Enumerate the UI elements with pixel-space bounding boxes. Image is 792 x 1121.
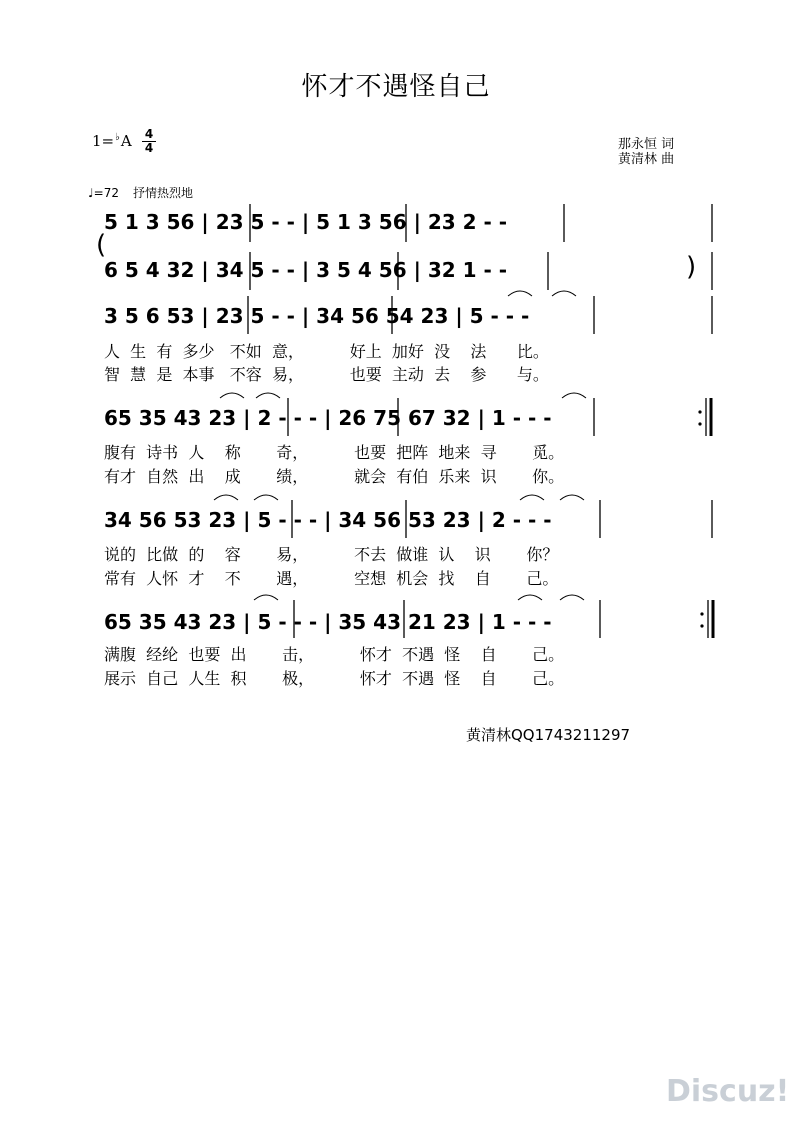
open-paren: (: [95, 230, 107, 260]
slur: [254, 495, 278, 500]
slur: [518, 595, 542, 600]
system-3-lyric-1: 人 生 有 多少 不如 意， 好上 加好 没 法 比。: [104, 342, 549, 361]
system-3-notes: 3 5 6 53 | 23 5 - - | 34 56 54 23 | 5 - - -: [104, 304, 530, 328]
slur: [256, 393, 280, 398]
slur: [220, 393, 244, 398]
key-prefix: 1=: [92, 132, 115, 150]
system-6-lyric-1: 满腹 经纶 也要 出 击， 怀才 不遇 怪 自 己。: [104, 645, 565, 664]
slur: [560, 495, 584, 500]
song-title: 怀才不遇怪自己: [301, 72, 491, 102]
slur: [254, 595, 278, 600]
system-5-notes: 34 56 53 23 | 5 - - - | 34 56 53 23 | 2 - - -: [104, 508, 552, 532]
slur: [560, 595, 584, 600]
key-note: A: [120, 132, 132, 150]
system-6-lyric-2: 展示 自己 人生 积 极， 怀才 不遇 怪 自 己。: [104, 669, 565, 688]
watermark: Discuz!: [666, 1074, 790, 1109]
footer-contact: 黄清林QQ1743211297: [466, 726, 631, 744]
time-signature-bottom: 4: [144, 141, 154, 155]
system-5-lyric-1: 说的 比做 的 容 易， 不去 做谁 认 识 你？: [104, 545, 559, 564]
lyricist-credit: 那永恒 词: [618, 137, 675, 152]
system-4-lyric-1: 腹有 诗书 人 称 奇， 也要 把阵 地来 寻 觅。: [104, 443, 565, 462]
system-1-notes: 5 1 3 56 | 23 5 - - | 5 1 3 56 | 23 2 - -: [104, 210, 508, 234]
system-5-lyric-2: 常有 人怀 才 不 遇， 空想 机会 找 自 己。: [104, 569, 559, 588]
system-3-lyric-2: 智 慧 是 本事 不容 易， 也要 主动 去 参 与。: [104, 365, 549, 384]
final-repeat-sign: [700, 600, 713, 638]
close-paren: ): [686, 252, 697, 282]
repeat-sign-1: [698, 398, 711, 436]
system-2-notes: 6 5 4 32 | 34 5 - - | 3 5 4 56 | 32 1 - -: [104, 258, 508, 282]
system-4-notes: 65 35 43 23 | 2 - - - | 26 75 67 32 | 1 - - -: [104, 406, 552, 430]
slur: [562, 393, 586, 398]
system-6-notes: 65 35 43 23 | 5 - - - | 35 43 21 23 | 1 - - -: [104, 610, 552, 634]
tempo-mark: ♩=72: [88, 186, 119, 200]
flat-sign: ♭: [115, 132, 120, 143]
slur: [520, 495, 544, 500]
slurs: [214, 291, 586, 600]
slur: [552, 291, 576, 296]
slur: [214, 495, 238, 500]
expression-mark: 抒情热烈地: [132, 186, 193, 200]
system-4-lyric-2: 有才 自然 出 成 绩， 就会 有伯 乐来 识 你。: [104, 467, 565, 486]
slur: [508, 291, 532, 296]
composer-credit: 黄清林 曲: [618, 152, 675, 167]
time-signature-top: 4: [144, 127, 154, 141]
bar-lines: [248, 204, 712, 638]
